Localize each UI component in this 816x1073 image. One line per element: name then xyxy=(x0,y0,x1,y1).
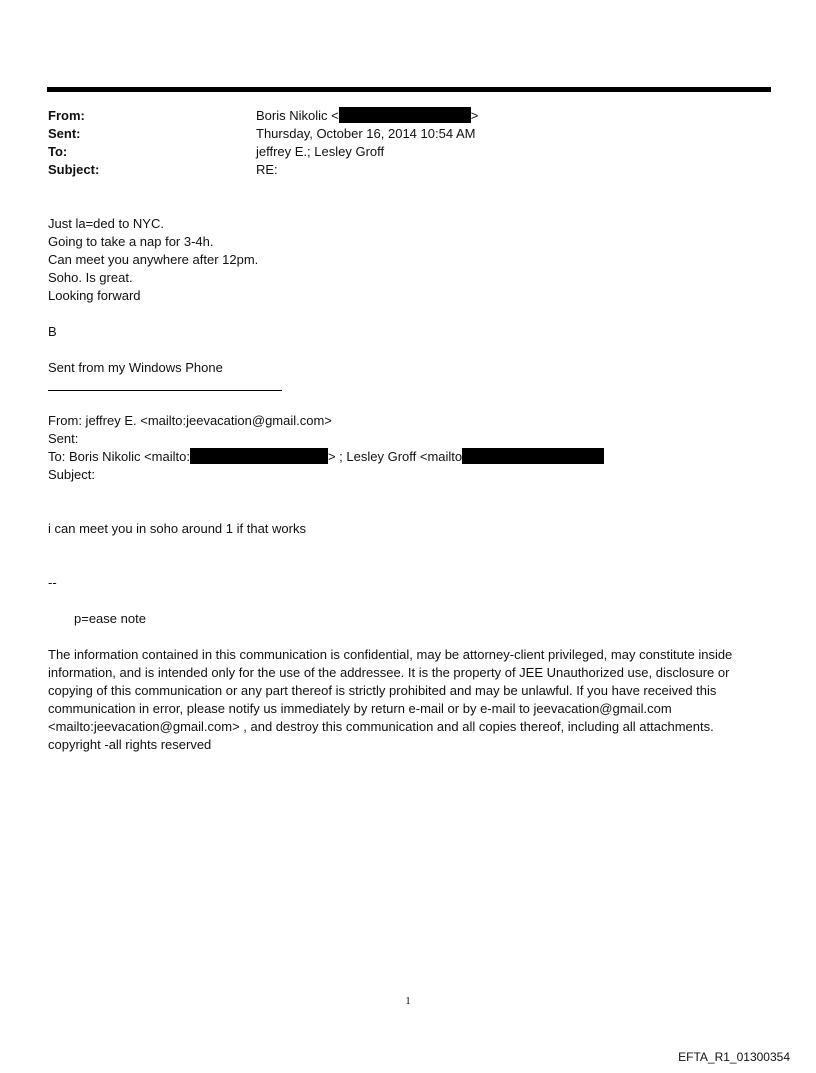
sent-label: Sent: xyxy=(48,126,81,141)
subject-label: Subject: xyxy=(48,162,100,177)
subject-value: RE: xyxy=(256,162,278,177)
sent-value: Thursday, October 16, 2014 10:54 AM xyxy=(256,126,476,141)
quoted-message: i can meet you in soho around 1 if that works xyxy=(48,521,306,536)
header-rule xyxy=(47,87,771,92)
redaction-box xyxy=(462,448,604,464)
redaction-box xyxy=(339,107,471,123)
to-value: jeffrey E.; Lesley Groff xyxy=(256,144,385,159)
reply-line: Looking forward xyxy=(48,288,141,303)
reply-signature: Sent from my Windows Phone xyxy=(48,360,223,375)
quoted-to-middle: > ; Lesley Groff <mailto xyxy=(327,449,463,464)
quoted-from: From: jeffrey E. <mailto:jeevacation@gmail.com> xyxy=(48,413,332,428)
from-close: > xyxy=(470,108,479,123)
from-name: Boris Nikolic < xyxy=(256,108,339,123)
note-text: p=ease note xyxy=(74,611,146,626)
from-label: From: xyxy=(48,108,85,123)
quoted-to-prefix: To: Boris Nikolic <mailto: xyxy=(48,449,190,464)
reply-line: Can meet you anywhere after 12pm. xyxy=(48,252,259,267)
disclaimer-text: The information contained in this communication is confidential, may be attorney-client privileged, may constitute inside information, and is intended only for the use of the addressee. It is the property of JEE Unauthorized use, disclosure or copying of this communication or any part thereof is strictly prohibited and may be unlawful. If you have received this communication in error, please notify us immediately by return e-mail or by e-mail to jeevacation@gmail.com <mailto:jeevacation@gmail.com> , and destroy this communication and all copies thereof, including all attachments. copyright -all rights reserved xyxy=(48,647,733,752)
quoted-to xyxy=(48,448,604,466)
bates-number: EFTA_R1_01300354 xyxy=(678,1050,790,1064)
reply-initial: B xyxy=(48,324,57,339)
reply-line: Soho. Is great. xyxy=(48,270,133,285)
to-label: To: xyxy=(48,144,68,159)
redaction-box xyxy=(190,448,328,464)
page-number: 1 xyxy=(405,995,411,1007)
from-value xyxy=(256,107,478,125)
quoted-sent: Sent: xyxy=(48,431,79,446)
reply-line: Just la=ded to NYC. xyxy=(48,216,164,231)
quote-separator xyxy=(48,390,282,391)
signature-dashes: -- xyxy=(48,575,57,590)
reply-line: Going to take a nap for 3-4h. xyxy=(48,234,214,249)
quoted-subject: Subject: xyxy=(48,467,95,482)
